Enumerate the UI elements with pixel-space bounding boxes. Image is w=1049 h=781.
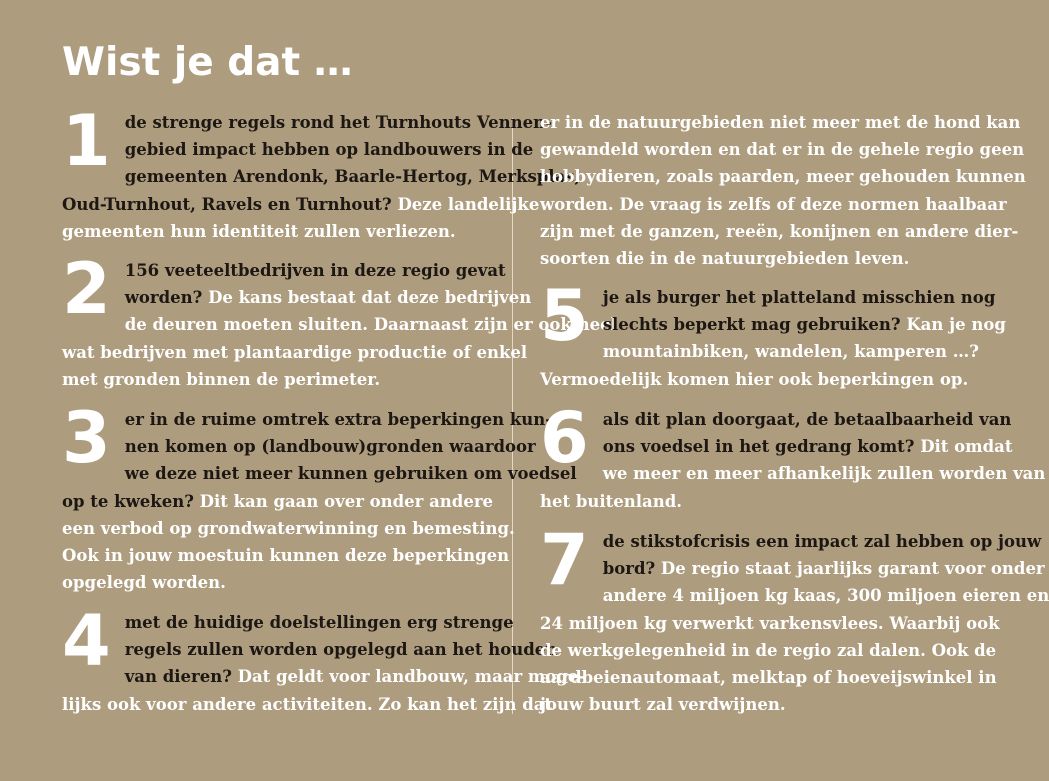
fact-number: 1 [62, 100, 111, 182]
text-line [540, 338, 980, 365]
fact-text [62, 100, 581, 245]
body-text: de werkgelegenheid in de regio zal dalen. Ook de [540, 640, 997, 660]
text-line [540, 109, 1021, 136]
text-line [62, 339, 528, 366]
body-text: Dit kan gaan over onder andere [193, 491, 494, 511]
fact-number: 4 [62, 600, 111, 682]
body-text: zijn met de ganzen, reeën, konijnen en andere dier- [540, 221, 1019, 241]
fact-4-continued [540, 109, 1026, 272]
text-line [62, 311, 617, 338]
body-text: lijks ook voor andere activiteiten. Zo kan het zijn dat [62, 694, 553, 714]
emphasis-text: nen komen op (landbouw)gronden waardoor [124, 437, 536, 457]
fact-text [62, 248, 617, 393]
fact-7 [540, 519, 1049, 718]
text-line [540, 664, 997, 691]
body-text: jouw buurt zal verdwijnen. [540, 695, 786, 715]
text-line [540, 555, 1045, 582]
text-line [62, 515, 515, 542]
body-text: hobbydieren, zoals paarden, meer gehouden kunnen [540, 167, 1026, 187]
body-text: gewandeld worden en dat er in de gehele regio geen [540, 140, 1025, 160]
body-text: 24 miljoen kg verwerkt varkensvlees. Waarbij ook [540, 613, 1000, 633]
emphasis-text: we deze niet meer kunnen gebruiken om voedsel [124, 464, 577, 484]
text-line [62, 218, 502, 245]
fact-number: 6 [540, 397, 589, 479]
body-text: Deze landelijke [391, 194, 540, 214]
text-line [540, 433, 1013, 460]
emphasis-text: de strenge regels rond het Turnhouts Vennen- [124, 113, 552, 132]
text-line [540, 406, 1012, 433]
fact-number: 3 [62, 397, 111, 479]
fact-4 [62, 600, 586, 718]
body-text: wat bedrijven met plantaardige productie of enkel [62, 342, 528, 362]
body-text: het buitenland. [540, 491, 683, 511]
body-text: we meer en meer afhankelijk zullen worden van [602, 464, 1046, 484]
fact-number: 7 [540, 519, 589, 601]
page-title: Wist je dat … [62, 40, 353, 85]
emphasis-text: slechts beperkt mag gebruiken? [602, 315, 901, 335]
text-line [540, 163, 1026, 190]
text-line [540, 691, 980, 718]
text-line [62, 636, 558, 663]
text-line [540, 637, 997, 664]
text-line [62, 691, 553, 718]
emphasis-text: gemeenten Arendonk, Baarle-Hertog, Merksplas, [124, 167, 581, 187]
body-text: een verbod op grondwaterwinning en bemesting. [62, 518, 515, 538]
emphasis-text: gebied impact hebben op landbouwers in de [124, 140, 534, 160]
body-text: mountainbiken, wandelen, kamperen …? [602, 342, 979, 362]
emphasis-text: Oud-Turnhout, Ravels en Turnhout? [62, 194, 392, 214]
fact-number: 5 [540, 275, 589, 357]
emphasis-text: regels zullen worden opgelegd aan het houden [124, 640, 558, 660]
fact-text [540, 519, 1049, 718]
text-line [62, 257, 506, 284]
text-line [540, 191, 1007, 218]
text-line [540, 460, 1046, 487]
text-line [62, 366, 502, 393]
emphasis-text: op te kweken? [62, 491, 194, 511]
text-line [540, 366, 980, 393]
text-line [62, 663, 586, 690]
body-text: opgelegd worden. [62, 573, 226, 593]
text-line [540, 528, 1042, 555]
body-text: aardbeienautomaat, melktap of hoeveijswinkel in [540, 668, 997, 688]
fact-2 [62, 248, 617, 393]
body-text: andere 4 miljoen kg kaas, 300 miljoen eieren en [602, 586, 1049, 606]
emphasis-text: 156 veeteeltbedrijven in deze regio gevat [124, 261, 506, 280]
body-text: Ook in jouw moestuin kunnen deze beperkingen [62, 546, 510, 566]
body-text: er in de natuurgebieden niet meer met de hond kan [540, 113, 1021, 132]
body-text: worden. De vraag is zelfs of deze normen haalbaar [540, 194, 1007, 214]
fact-5 [540, 275, 1006, 393]
text-line [62, 191, 540, 218]
text-line [62, 569, 502, 596]
text-line [62, 284, 532, 311]
text-line [540, 582, 1049, 609]
text-line [62, 433, 536, 460]
text-line [540, 311, 1006, 338]
fact-6 [540, 397, 1046, 515]
text-line [62, 609, 514, 636]
fact-text [62, 600, 586, 718]
emphasis-text: met de huidige doelstellingen erg strenge [124, 613, 514, 632]
emphasis-text: als dit plan doorgaat, de betaalbaarheid van [602, 410, 1012, 429]
text-line [62, 163, 581, 190]
body-text: soorten die in de natuurgebieden leven. [540, 249, 910, 269]
body-text: Kan je nog [900, 315, 1006, 335]
text-line [540, 136, 1025, 163]
fact-3 [62, 397, 577, 596]
text-line [540, 218, 1019, 245]
body-text: Dat geldt voor landbouw, maar moge- [231, 667, 586, 687]
emphasis-text: de stikstofcrisis een impact zal hebben op jouw [602, 532, 1042, 551]
emphasis-text: bord? [602, 559, 656, 579]
emphasis-text: er in de ruime omtrek extra beperkingen kun- [124, 410, 553, 429]
body-text: De kans bestaat dat deze bedrijven [202, 288, 532, 308]
text-line [62, 406, 553, 433]
fact-text [540, 397, 1046, 515]
fact-text [540, 275, 1006, 393]
text-line [540, 245, 980, 272]
body-text: Dit omdat [914, 437, 1013, 457]
text-line [540, 284, 996, 311]
fact-text [540, 109, 1026, 272]
body-text: gemeenten hun identiteit zullen verliezen. [62, 221, 456, 241]
text-line [540, 610, 1000, 637]
emphasis-text: worden? [124, 288, 203, 308]
emphasis-text: je als burger het platteland misschien nog [602, 288, 996, 307]
body-text: met gronden binnen de perimeter. [62, 369, 381, 389]
text-line [540, 488, 980, 515]
text-line [62, 542, 510, 569]
body-text: de deuren moeten sluiten. Daarnaast zijn er ook heel [124, 315, 617, 335]
emphasis-text: ons voedsel in het gedrang komt? [602, 437, 915, 457]
fact-1 [62, 100, 581, 245]
text-line [62, 109, 552, 136]
fact-number: 2 [62, 248, 111, 330]
text-line [62, 460, 577, 487]
text-line [62, 136, 534, 163]
emphasis-text: van dieren? [124, 667, 232, 687]
fact-text [62, 397, 577, 596]
text-line [62, 488, 502, 515]
body-text: Vermoedelijk komen hier ook beperkingen op. [540, 369, 969, 389]
body-text: De regio staat jaarlijks garant voor onder [655, 559, 1045, 579]
